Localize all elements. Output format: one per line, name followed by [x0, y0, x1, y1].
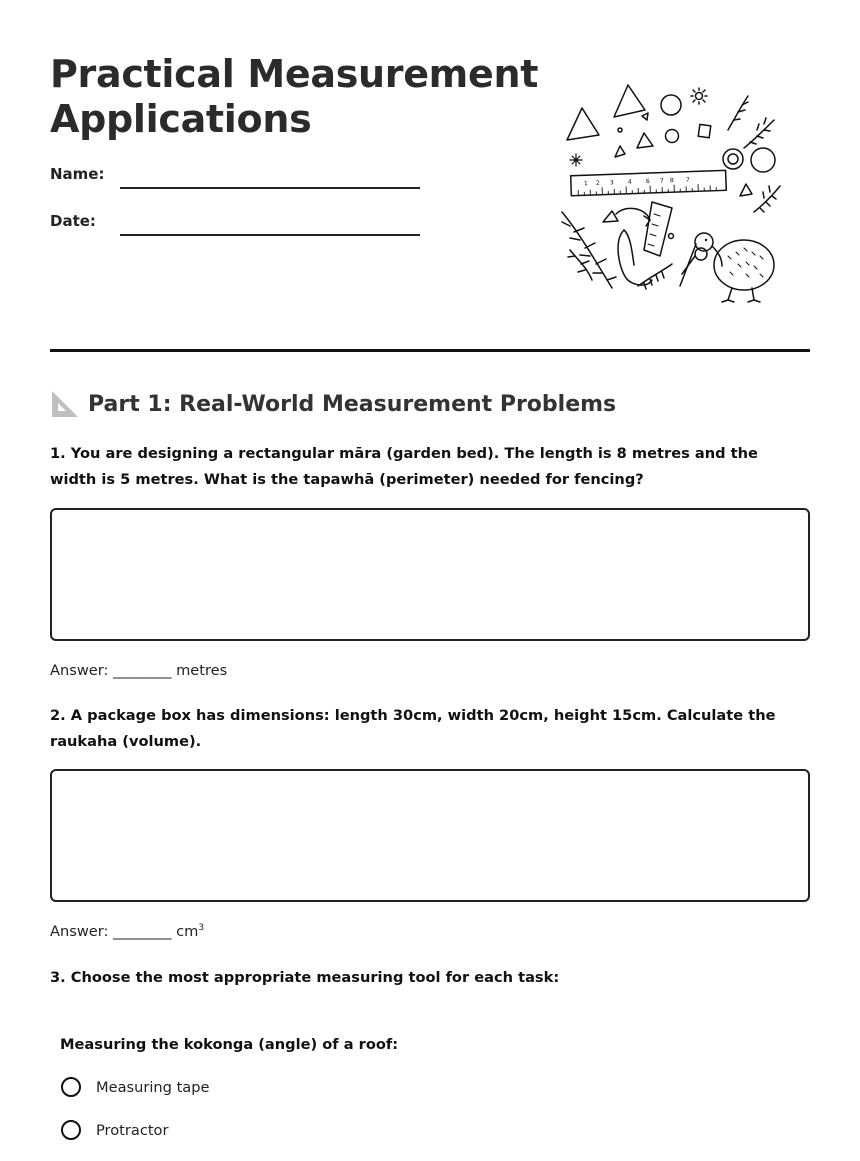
question-2-answer-text: Answer: ________ cm: [50, 923, 199, 940]
name-field[interactable]: [120, 187, 420, 189]
set-square-icon: [50, 389, 80, 419]
section-title: Part 1: Real-World Measurement Problems: [88, 391, 617, 417]
svg-text:7: 7: [659, 177, 664, 185]
date-label: Date:: [50, 212, 96, 230]
section-heading: [50, 388, 616, 420]
question-2-answer: [50, 923, 204, 940]
question-3-task: Measuring the kokonga (angle) of a roof:: [60, 1036, 399, 1053]
radio-circle[interactable]: [61, 1120, 81, 1140]
question-3-text: 3. Choose the most appropriate measuring tool for each task:: [50, 969, 560, 986]
name-label: Name:: [50, 165, 105, 183]
title-line-2: Applications: [50, 97, 312, 141]
option-measuring-tape[interactable]: [60, 1075, 209, 1099]
question-2-work-area[interactable]: [50, 769, 810, 902]
radio-circle[interactable]: [61, 1077, 81, 1097]
title-line-1: Practical Measurement: [50, 52, 539, 96]
question-1-work-area[interactable]: [50, 508, 810, 641]
option-label: Protractor: [96, 1121, 169, 1139]
svg-text:7: 7: [685, 176, 690, 184]
question-2-text: 2. A package box has dimensions: length 30cm, width 20cm, height 15cm. Calculate the raukaha (volume).: [50, 707, 776, 750]
worksheet-title: [50, 52, 538, 142]
question-1-text: 1. You are designing a rectangular māra (garden bed). The length is 8 metres and the width is 5 metres. What is the tapawhā (perimeter) needed for fencing?: [50, 445, 758, 488]
option-protractor[interactable]: [60, 1118, 169, 1142]
header-divider: [50, 349, 810, 352]
date-field[interactable]: [120, 234, 420, 236]
svg-text:3: 3: [609, 179, 614, 187]
option-label: Measuring tape: [96, 1078, 210, 1096]
svg-text:2: 2: [595, 179, 600, 187]
measurement-doodle-illustration: [552, 80, 792, 306]
svg-text:8: 8: [669, 177, 674, 185]
svg-text:4: 4: [627, 178, 632, 186]
svg-text:1: 1: [583, 180, 588, 188]
svg-text:6: 6: [645, 177, 650, 186]
question-1-answer: Answer: ________ metres: [50, 662, 228, 679]
question-2-answer-exponent: 3: [198, 923, 205, 934]
